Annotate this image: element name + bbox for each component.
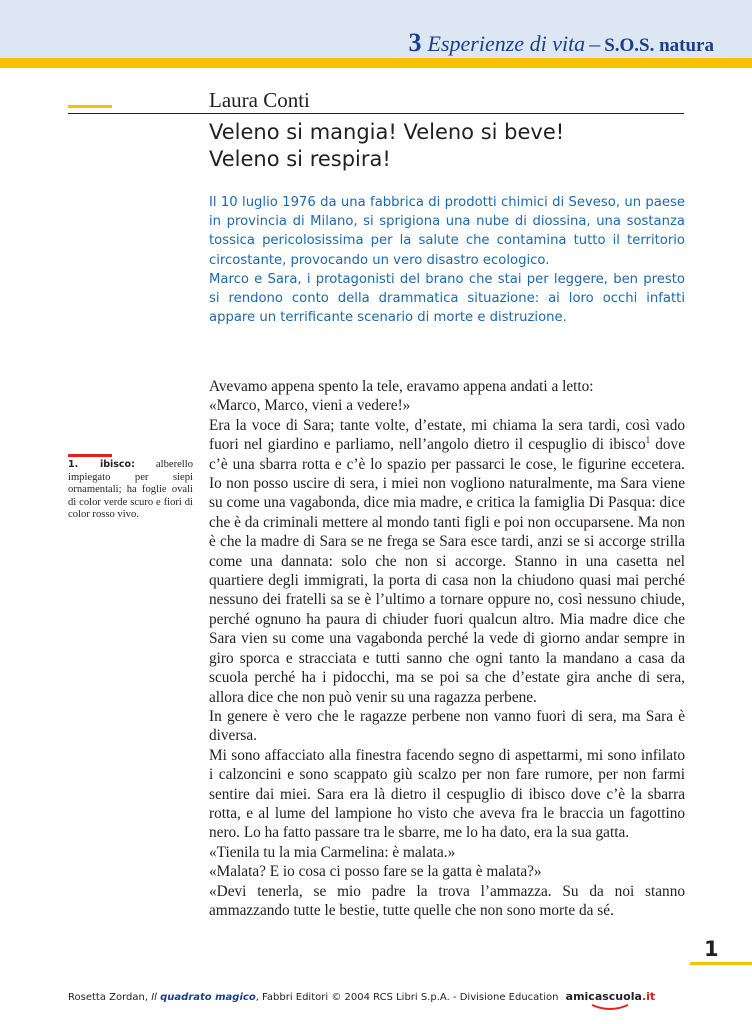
header-separator: – [589,31,601,56]
footnote-marker: 1 [645,435,651,446]
yellow-accent-rule [68,105,112,108]
brand-name: amicascuola [565,990,642,1003]
author-name: Laura Conti [209,88,310,112]
paragraph-text: Era la voce di Sara; tante volte, d’estate, mi chiama la sera tardi, così vado fuori nel giardino e parliamo, nell’angolo dietro il cespuglio di ibisco [209,416,685,454]
title-line: Veleno si respira! [209,147,391,171]
chapter-header [409,28,714,58]
page-number-rule [690,962,752,965]
footer-author: Rosetta Zordan, [68,992,149,1003]
footer-logo-prefix: Il [151,992,157,1003]
story-text [209,377,685,920]
brand-smile-icon [590,1003,630,1011]
intro-paragraph: Marco e Sara, i protagonisti del brano che stai per leggere, ben presto si rendono conto della drammatica situazione: ai loro occhi infatti appare un terrificante scenario di morte e distruzione. [209,271,685,326]
page-title [209,119,564,173]
story-paragraph: Mi sono affacciato alla finestra facendo segno di aspettarmi, mi sono infilato i calzoncini e sono scappato giù scalzo per non fare rumore, per non farmi sentire dai miei. Sara era là dietro il cespuglio di ibisco dove c’è la sbarra rotta, e al lume del lampione ho visto che aveva fra le braccia un fagottino nero. Lo ha fatto passare tra le sbarre, me lo ha dato, era la sua gatta. [209,746,685,842]
title-line: Veleno si mangia! Veleno si beve! [209,120,565,144]
intro-paragraph: Il 10 luglio 1976 da una fabbrica di prodotti chimici di Seveso, un paese in provincia di Milano, si sprigiona una nube di diossina, una sostanza tossica pericolosissima per la salute che contamina tutto il territorio circostante, provocando un vero disastro ecologico. [209,195,685,268]
footnote-red-rule [68,454,112,457]
chapter-number: 3 [408,28,422,57]
footnote [68,459,193,522]
chapter-subtitle: S.O.S. natura [604,35,714,56]
brand-logo [566,990,655,1003]
chapter-title: Esperienze di vita [427,31,586,56]
intro-text [209,193,685,327]
footer-publisher: , Fabbri Editori © 2004 RCS Libri S.p.A. - Divisione Education [255,992,559,1003]
story-paragraph: «Tienila tu la mia Carmelina: è malata.» [209,843,456,861]
title-rule [68,113,684,114]
paragraph-text: dove c’è una sbarra rotta e c’è lo spazio per passarci le cose, le figurine eccetera. Io non posso uscire di sera, i miei non vogliono naturalmente, ma Sara viene su come una vagabonda, dice mia madre, e critica la famiglia Di Pasqua: dice che è da criminali mettere al mondo tanti figli e poi non occuparsene. Ma non è che la madre di Sara se ne frega se Sara esce tardi, anzi se si accorge strilla come una dannata: solo che non si accorge. Stanno in una casetta nel quartiere degli immigrati, la porta di casa non la chiudono quasi mai perché nessuno dei fratelli sa se è l’ultimo a tornare oppure no, così nessuno chiude, perché ognuno ha paura di chiuder fuori qualcun altro. Mia madre dice che Sara vien su come una vagabonda perché la vede di giorno andar sempre in giro sporca e stracciata e tutti sanno che ogni tanto la mandano a casa da scuola perché ha i pidocchi, ma se poi sa che d’estate gira anche di sera, allora dice che non può venir su una ragazza perbene. [209,436,685,706]
story-paragraph: In genere è vero che le ragazze perbene non vanno fuori di sera, ma Sara è diversa. [209,707,685,745]
footnote-text: alberello impiegato per siepi ornamentali; ha foglie ovali di color verde scuro e fiori di color rosso vivo. [68,459,193,521]
page-number: 1 [704,937,719,961]
footnote-label: 1. ibisco: [68,459,135,470]
story-paragraph: «Marco, Marco, vieni a vedere!» [209,397,411,415]
footer-logo-title: quadrato magico [160,992,256,1003]
header-yellow-bar [0,58,752,68]
story-paragraph: «Malata? E io cosa ci posso fare se la gatta è malata?» [209,863,542,881]
story-paragraph: «Devi tenerla, se mio padre la trova l’ammazza. Su da noi stanno ammazzando tutte le bestie, tutte quelle che non sono morte da sé. [209,882,685,919]
story-paragraph: Avevamo appena spento la tele, eravamo appena andati a letto: [209,378,594,395]
brand-domain: .it [641,990,656,1003]
page-footer [68,990,655,1003]
story-paragraph [209,416,685,707]
